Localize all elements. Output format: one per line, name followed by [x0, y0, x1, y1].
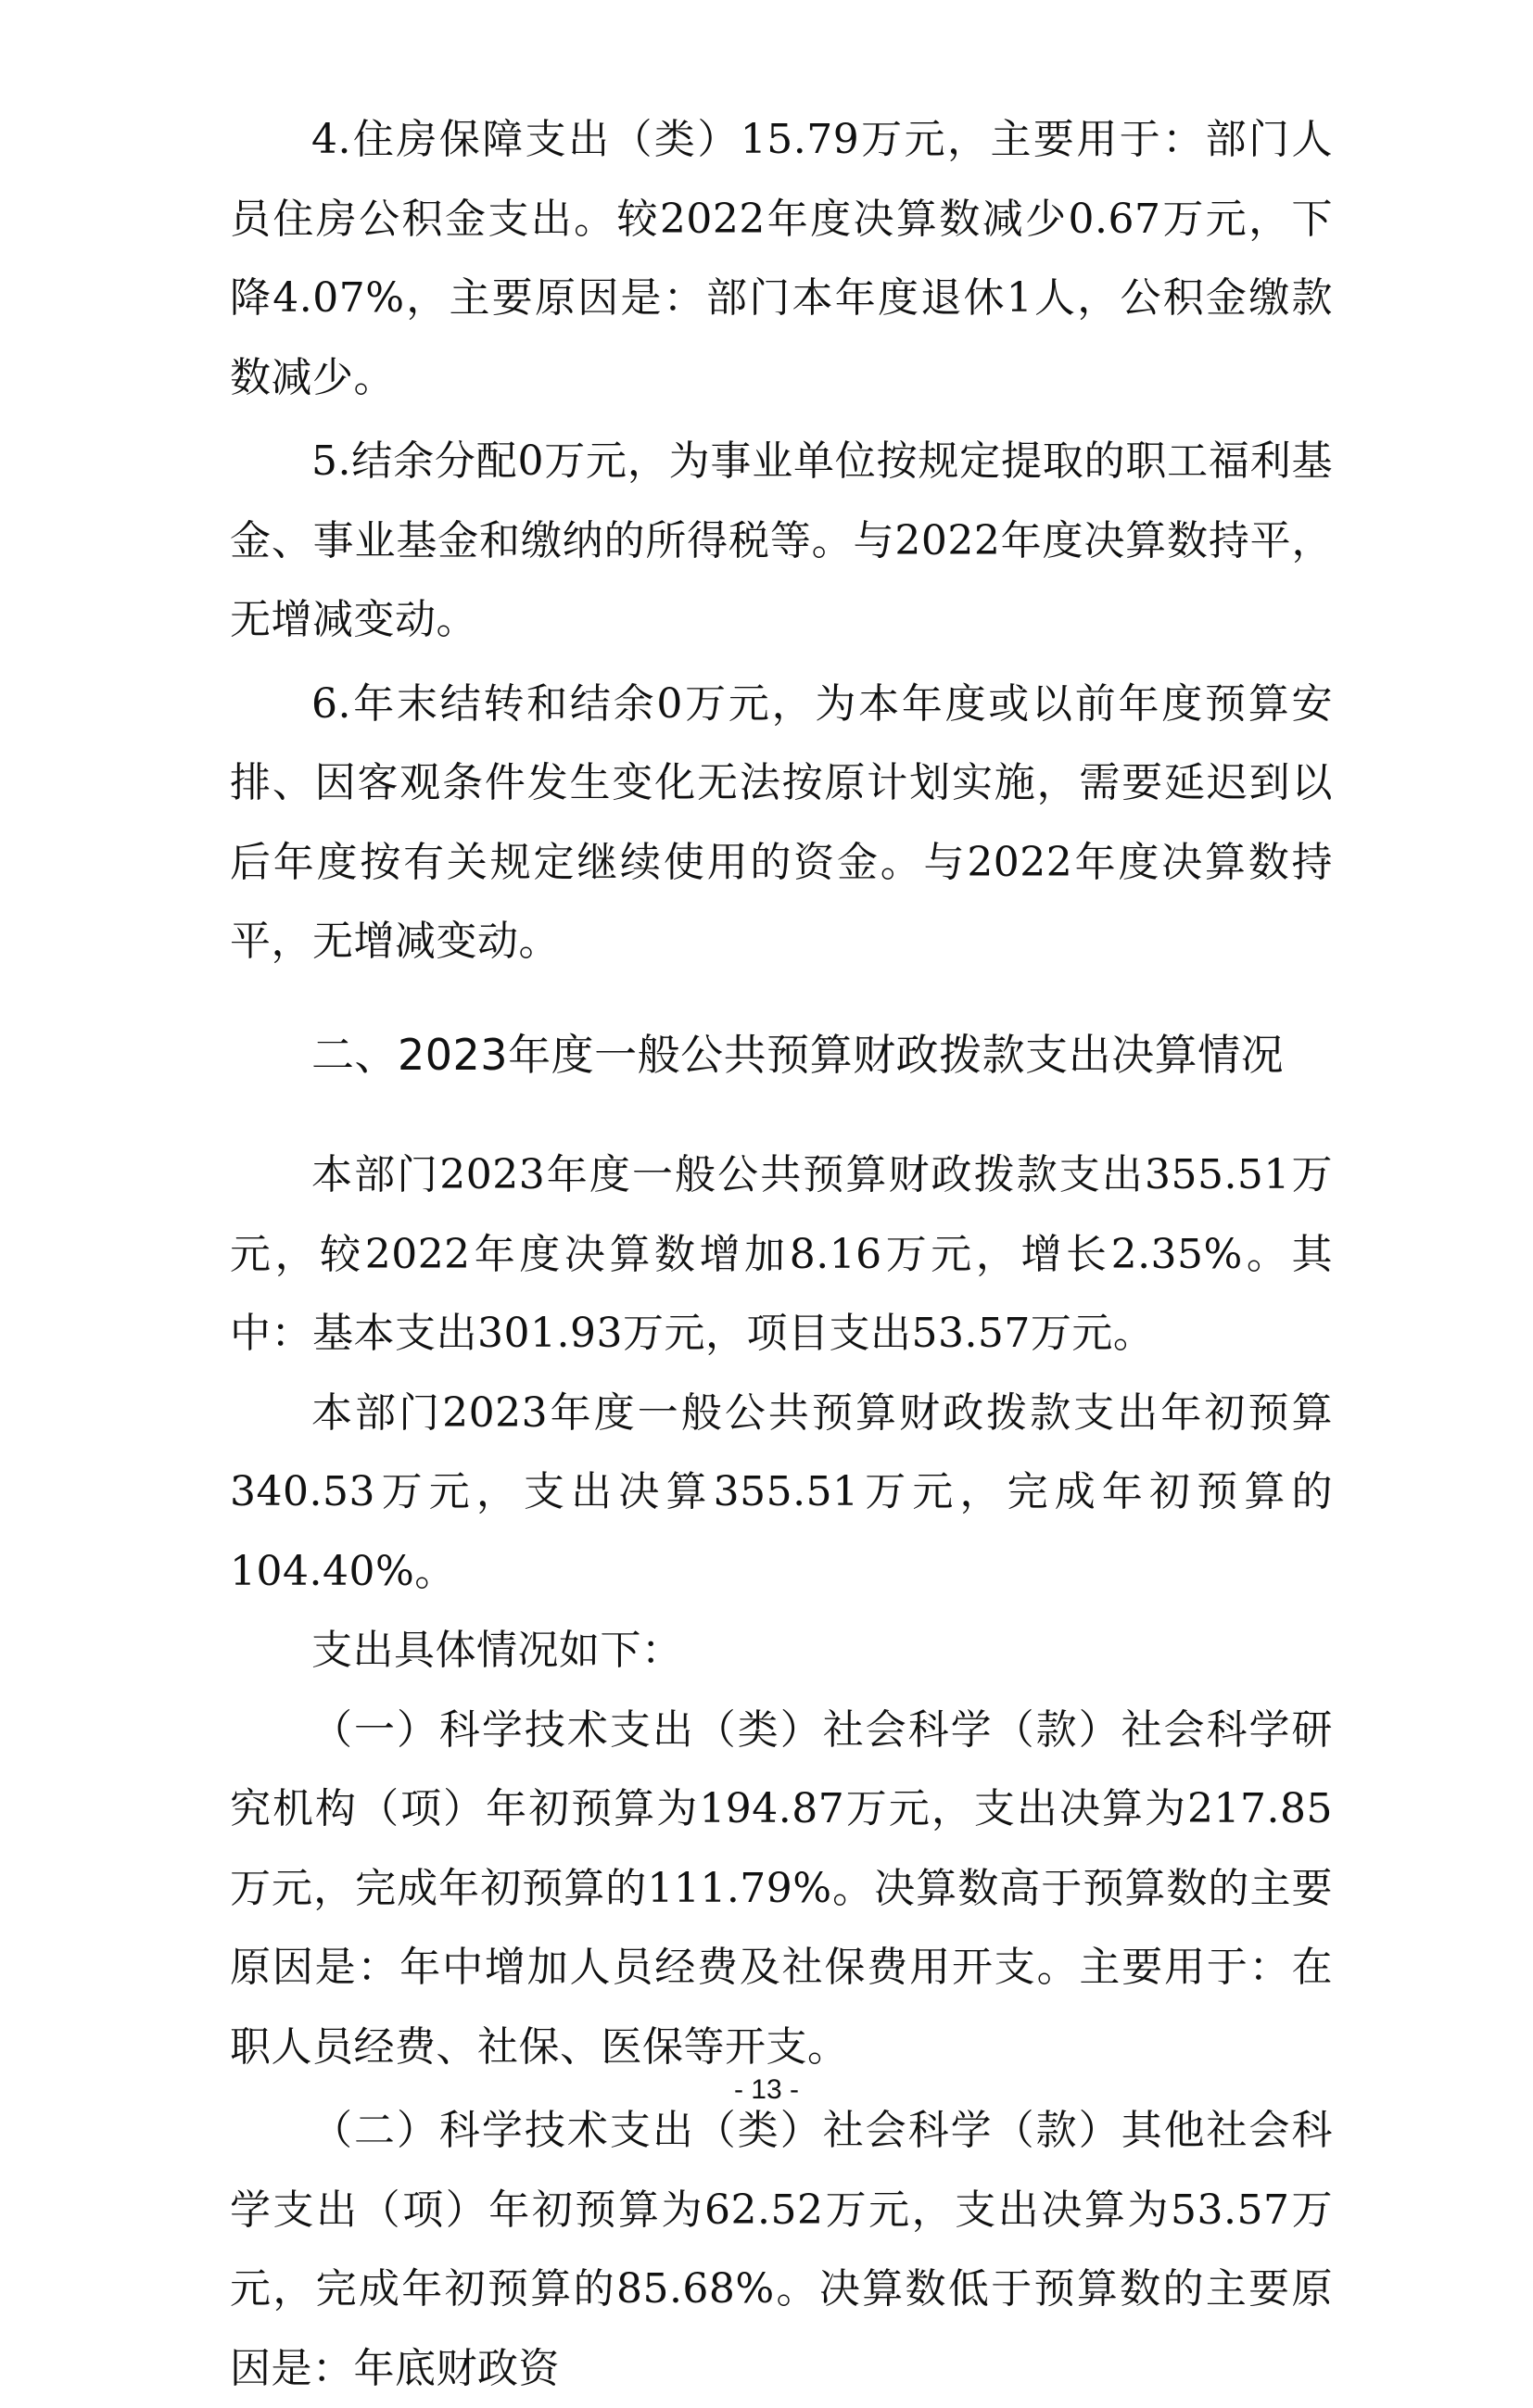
section-heading: 二、2023年度一般公共预算财政拨款支出决算情况	[311, 1029, 1285, 1080]
paragraph-details-intro: 支出具体情况如下：	[311, 1627, 683, 1674]
document-body	[230, 100, 1333, 2408]
paragraph-housing-expenditure: 4.住房保障支出（类）15.79万元，主要用于：部门人员住房公积金支出。较2022年度决算数减少0.67万元，下降4.07%，主要原因是：部门本年度退休1人，公积金缴款数减少。	[230, 116, 1333, 401]
paragraph-item-two: （二）科学技术支出（类）社会科学（款）其他社会科学支出（项）年初预算为62.52万元，支出决算为53.57万元，完成年初预算的85.68%。决算数低于预算数的主要原因是：年底财政资	[230, 2107, 1333, 2392]
paragraph-item-one: （一）科学技术支出（类）社会科学（款）社会科学研究机构（项）年初预算为194.87万元，支出决算为217.85万元，完成年初预算的111.79%。决算数高于预算数的主要原因是：年中增加人员经费及社保费用开支。主要用于：在职人员经费、社保、医保等开支。	[230, 1705, 1333, 2071]
paragraph-surplus-distribution: 5.结余分配0万元，为事业单位按规定提取的职工福利基金、事业基金和缴纳的所得税等。与2022年度决算数持平，无增减变动。	[230, 437, 1333, 643]
paragraph-total-expenditure: 本部门2023年度一般公共预算财政拨款支出355.51万元，较2022年度决算数增加8.16万元，增长2.35%。其中：基本支出301.93万元，项目支出53.57万元。	[230, 1151, 1333, 1357]
paragraph-year-end-carryover: 6.年末结转和结余0万元，为本年度或以前年度预算安排、因客观条件发生变化无法按原计划实施，需要延迟到以后年度按有关规定继续使用的资金。与2022年度决算数持平，无增减变动。	[230, 679, 1333, 965]
paragraph-budget-completion: 本部门2023年度一般公共预算财政拨款支出年初预算340.53万元，支出决算355.51万元，完成年初预算的104.40%。	[230, 1388, 1333, 1595]
page-number: - 13 -	[733, 2074, 800, 2105]
